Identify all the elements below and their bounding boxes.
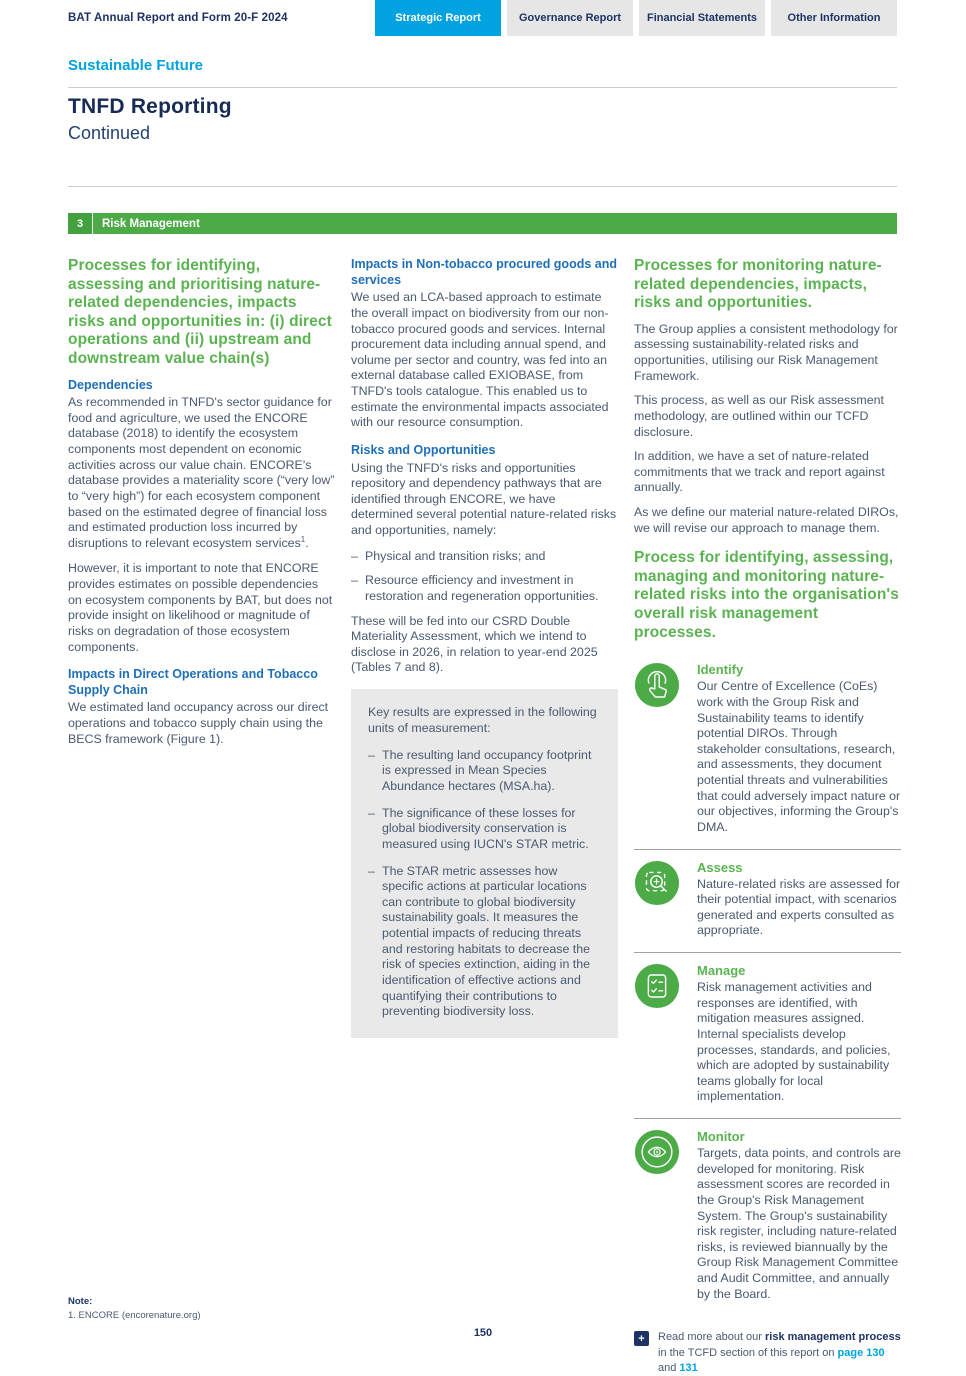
read-more-bold: risk management process (765, 1331, 901, 1344)
key-results-box (351, 689, 618, 1038)
col2-paragraph: Using the TNFD's risks and opportunities repository and dependency pathways that are identified through ENCORE, we have determined several potential nature-related risks and opportunities, namely: (351, 460, 617, 537)
process-step-monitor (634, 1118, 901, 1315)
banner-number: 3 (68, 213, 93, 234)
col3-paragraph: In addition, we have a set of nature-related commitments that we track and report against annually. (634, 449, 885, 495)
divider (68, 186, 897, 187)
col2-paragraph: These will be fed into our CSRD Double Materiality Assessment, which we intend to disclose in 2026, in relation to year-end 2025 (Tables 7 and 8). (351, 613, 598, 675)
step-title: Manage (697, 963, 746, 978)
risk-management-banner (68, 213, 897, 234)
content-columns (68, 257, 901, 1376)
step-title: Assess (697, 859, 743, 875)
column-1 (68, 257, 335, 1376)
column-3 (634, 257, 901, 1376)
key-box-intro: Key results are expressed in the following units of measurement: (368, 705, 597, 735)
process-step-assess (634, 849, 901, 953)
step-text: Nature-related risks are assessed for their potential impact, with scenarios generated and experts consulted as appropriate. (697, 876, 901, 938)
step-title: Monitor (697, 1129, 745, 1144)
col1-para1-text: As recommended in TNFD's sector guidance for food and agriculture, we used the ENCORE database (2018) to identify the ecosystem components most dependent on economic activities across our value chain. ENCORE's database provides a materiality score (“very low” to “very high”) for each ecosystem component based on the estimated degree of financial loss and estimated production loss incurred by disruptions to relevant ecosystem services (68, 395, 335, 550)
read-more-and: and (658, 1362, 680, 1375)
footnote-block (68, 1296, 201, 1321)
page-130-link[interactable]: page 130 (837, 1346, 885, 1359)
note-label: Note: (68, 1296, 93, 1307)
process-step-manage (634, 952, 901, 1118)
section-label: Sustainable Future (68, 57, 204, 74)
section-tabs (375, 0, 897, 36)
tab-governance-report[interactable]: Governance Report (507, 0, 633, 36)
eye-icon (634, 1129, 680, 1175)
bullet-item: – The significance of these losses for global biodiversity conservation is measured using IUCN's STAR metric. (368, 806, 601, 853)
report-title: BAT Annual Report and Form 20-F 2024 (68, 12, 288, 24)
col1-green-heading: Processes for identifying, assessing and prioritising nature-related dependencies, impacts risks and opportunities in: (i) direct operations and (ii) upstream and downstream value chain(s) (68, 257, 332, 367)
bullet-item: – The resulting land occupancy footprint is expressed in Mean Species Abundance hectares (MSA.ha). (368, 748, 601, 795)
col1-para1-period: . (305, 535, 309, 550)
tap-finger-icon (634, 662, 680, 708)
read-more-pre: Read more about our (658, 1331, 766, 1344)
step-text: Targets, data points, and controls are developed for monitoring. Risk assessment scores are recorded in the Group's Risk Management System. The Group's sustainability risk register, including nature-related risks, is reviewed biannually by the Group Risk Management Committee and Audit Committee, and annually by the Board. (697, 1146, 901, 1301)
col2-subheading-risks-opportunities: Risks and Opportunities (351, 442, 496, 457)
col3-paragraph: As we define our material nature-related DIROs, we will revise our approach to manage them. (634, 505, 899, 535)
page-number: 150 (473, 1327, 493, 1339)
col3-paragraph: The Group applies a consistent methodology for assessing sustainability-related risks and opportunities, utilising our Risk Management Framework. (634, 321, 898, 383)
tab-financial-statements[interactable]: Financial Statements (639, 0, 765, 36)
process-step-identify (634, 652, 901, 848)
bullet-item: – Physical and transition risks; and (351, 549, 618, 565)
page-subtitle: Continued (68, 123, 151, 143)
read-more-mid: in the TCFD section of this report on (658, 1346, 838, 1359)
col2-subheading-non-tobacco: Impacts in Non-tobacco procured goods and services (351, 257, 617, 287)
bullet-item: – The STAR metric assesses how specific actions at particular locations can contribute to global biodiversity sustainability goals. It measures the potential impacts of reducing threats and restoring habitats to decrease the risk of species extinction, aiding in the identification of effective actions and quantifying their contributions to preventing biodiversity loss. (368, 864, 601, 1020)
divider (68, 87, 897, 88)
col3-paragraph: This process, as well as our Risk assessment methodology, are outlined within our TCFD disclosure. (634, 393, 884, 439)
page-131-link[interactable]: 131 (679, 1362, 698, 1375)
step-title: Identify (697, 662, 744, 678)
col2-paragraph: We used an LCA-based approach to estimate the overall impact on biodiversity from our non-tobacco procured goods and services. Internal procurement data including annual spend, and volume per sector and country, was fed into an external database called EXIOBASE, from TNFD's tools catalogue. This enabled us to estimate the environmental impacts associated with our resource consumption. (351, 290, 609, 430)
col3-green-heading-monitoring: Processes for monitoring nature-related dependencies, impacts, risks and opportunities. (634, 257, 882, 312)
col1-subheading-dependencies: Dependencies (68, 377, 153, 392)
col1-paragraph: We estimated land occupancy across our direct operations and tobacco supply chain using the BECS framework (Figure 1). (68, 700, 329, 746)
plus-icon[interactable]: + (634, 1331, 649, 1346)
column-2 (351, 257, 618, 1376)
col1-paragraph (68, 395, 335, 551)
bullet-item: – Resource efficiency and investment in restoration and regeneration opportunities. (351, 573, 618, 604)
tab-other-information[interactable]: Other Information (771, 0, 897, 36)
page-title: TNFD Reporting (68, 95, 232, 118)
top-bar (0, 0, 966, 36)
step-text: Risk management activities and responses are identified, with mitigation measures assigned. Internal specialists develop processes, standards, and policies, which are adopted by sustainability teams globally for local implementation. (697, 980, 891, 1104)
step-text: Our Centre of Excellence (CoEs) work with the Group Risk and Sustainability teams to identify potential DIROs. Through stakeholder consultations, research, and assessments, they document potential threats and vulnerabilities that could adversely impact nature or our objectives, informing the Group's DMA. (697, 679, 901, 834)
tab-strategic-report[interactable]: Strategic Report (375, 0, 501, 36)
col3-green-heading-process: Process for identifying, assessing, managing and monitoring nature-related risks into the organisation's overall risk management processes. (634, 549, 899, 641)
footnote-marker: 1 (300, 534, 306, 544)
magnifier-scan-icon (634, 860, 680, 906)
col1-subheading-impacts-direct: Impacts in Direct Operations and Tobacco Supply Chain (68, 667, 318, 697)
note-item: 1. ENCORE (encorenature.org) (68, 1310, 201, 1321)
banner-label: Risk Management (102, 217, 200, 230)
checklist-icon (634, 963, 680, 1009)
col1-paragraph: However, it is important to note that ENCORE provides estimates on possible dependencies on ecosystem components by BAT, but does not provide insight on likelihood or magnitude of risks on degradation of those ecosystem components. (68, 561, 333, 654)
